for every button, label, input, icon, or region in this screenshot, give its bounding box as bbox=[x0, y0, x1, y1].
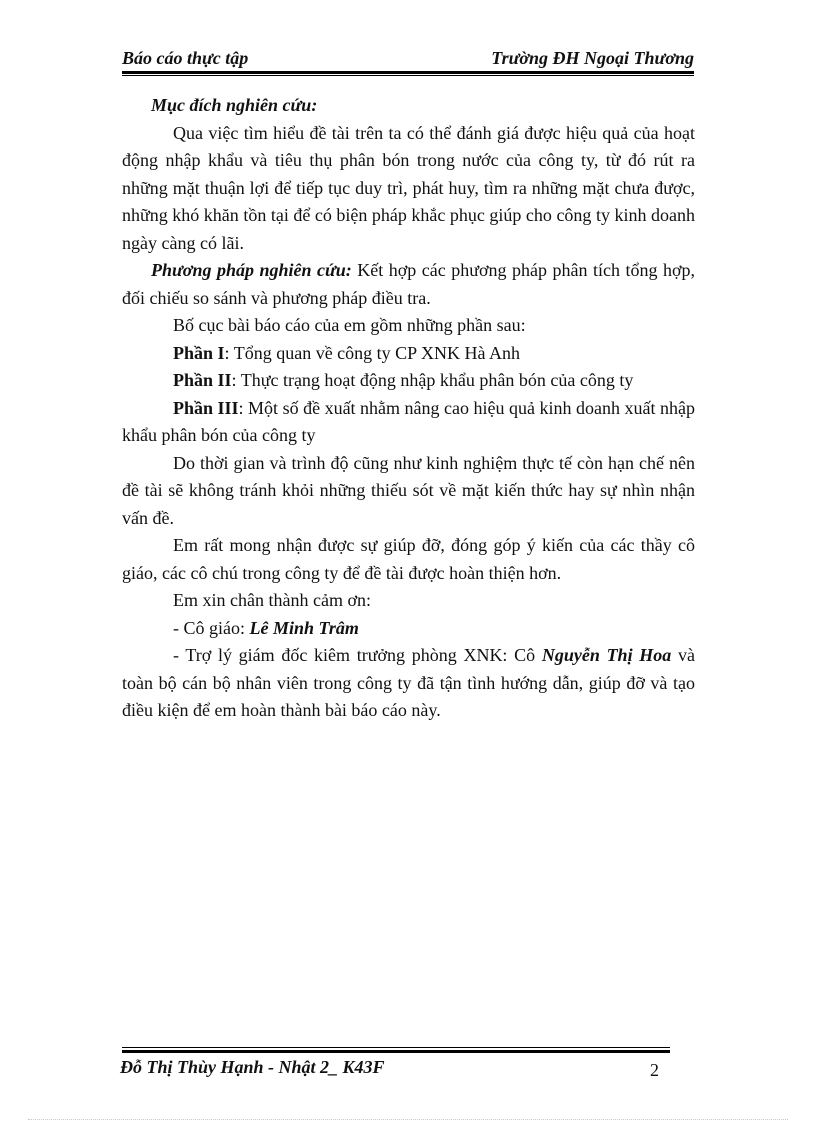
page-header bbox=[122, 48, 694, 72]
assistant-paragraph bbox=[122, 642, 695, 725]
footer-author: Đỗ Thị Thùy Hạnh - Nhật 2_ K43F bbox=[120, 1057, 385, 1077]
assistant-suffix: và toàn bộ cán bộ nhân viên trong công ty đã tận tình hướng dẫn, giúp đỡ và tạo điều kiện để em hoàn thành bài báo cáo này. bbox=[122, 645, 695, 720]
phuong-phap-heading: Phương pháp nghiên cứu: bbox=[151, 260, 352, 280]
header-report-title: Báo cáo thực tập bbox=[122, 48, 249, 68]
part-2-text: : Thực trạng hoạt động nhập khẩu phân bón của công ty bbox=[231, 370, 634, 390]
assistant-prefix: - Trợ lý giám đốc kiêm trưởng phòng XNK: Cô bbox=[173, 645, 542, 665]
header-rule-thick bbox=[122, 71, 694, 74]
part-3-text: : Một số đề xuất nhằm nâng cao hiệu quả kinh doanh xuất nhập khẩu phân bón của công ty bbox=[122, 397, 696, 445]
part-1 bbox=[122, 340, 695, 368]
bo-cuc-intro: Bố cục bài báo cáo của em gồm những phần sau: bbox=[173, 315, 526, 335]
part-3-label: Phần III bbox=[173, 397, 239, 418]
part-2 bbox=[122, 367, 695, 395]
muc-dich-paragraph: Qua việc tìm hiểu đề tài trên ta có thể đánh giá được hiệu quả của hoạt động nhập khẩu và tiêu thụ phân bón trong nước của công ty, từ đó rút ra những mặt thuận lợi để tiếp tục duy trì, phát huy, tìm ra những mặt chưa được, những khó khăn tồn tại để có biện pháp khắc phục giúp cho công ty kinh doanh ngày càng có lãi. bbox=[122, 122, 695, 253]
footer-rule-thick bbox=[122, 1050, 670, 1053]
teacher-prefix: - Cô giáo: bbox=[173, 617, 250, 638]
limitation-paragraph: Do thời gian và trình độ cũng như kinh nghiệm thực tế còn hạn chế nên đề tài sẽ không tránh khỏi những thiếu sót về mặt kiến thức hay sự nhìn nhận vấn đề. bbox=[122, 452, 695, 528]
thanks-line: Em xin chân thành cảm ơn: bbox=[173, 590, 371, 610]
muc-dich-heading: Mục đích nghiên cứu: bbox=[151, 95, 318, 115]
page-edge-divider bbox=[28, 1119, 788, 1120]
phuong-phap-text: Kết hợp các phương pháp phân tích tổng hợp, đối chiếu so sánh và phương pháp điều tra. bbox=[122, 260, 695, 308]
document-body bbox=[122, 92, 695, 725]
footer-rule-thin bbox=[122, 1047, 670, 1048]
part-3 bbox=[122, 395, 695, 450]
part-1-text: : Tổng quan về công ty CP XNK Hà Anh bbox=[224, 342, 521, 363]
assistant-name: Nguyễn Thị Hoa bbox=[541, 645, 672, 665]
teacher-line bbox=[122, 615, 695, 643]
muc-dich-heading-paragraph bbox=[122, 92, 695, 120]
page-number: 2 bbox=[650, 1060, 659, 1080]
header-rule-thin bbox=[122, 75, 694, 76]
part-2-label: Phần II bbox=[173, 370, 232, 390]
phuong-phap-paragraph bbox=[122, 257, 695, 312]
teacher-name: Lê Minh Trâm bbox=[249, 617, 359, 638]
part-1-label: Phần I bbox=[173, 342, 225, 363]
header-university: Trường ĐH Ngoại Thương bbox=[491, 48, 694, 68]
hope-paragraph: Em rất mong nhận được sự giúp đỡ, đóng góp ý kiến của các thầy cô giáo, các cô chú trong công ty để đề tài được hoàn thiện hơn. bbox=[122, 535, 695, 583]
